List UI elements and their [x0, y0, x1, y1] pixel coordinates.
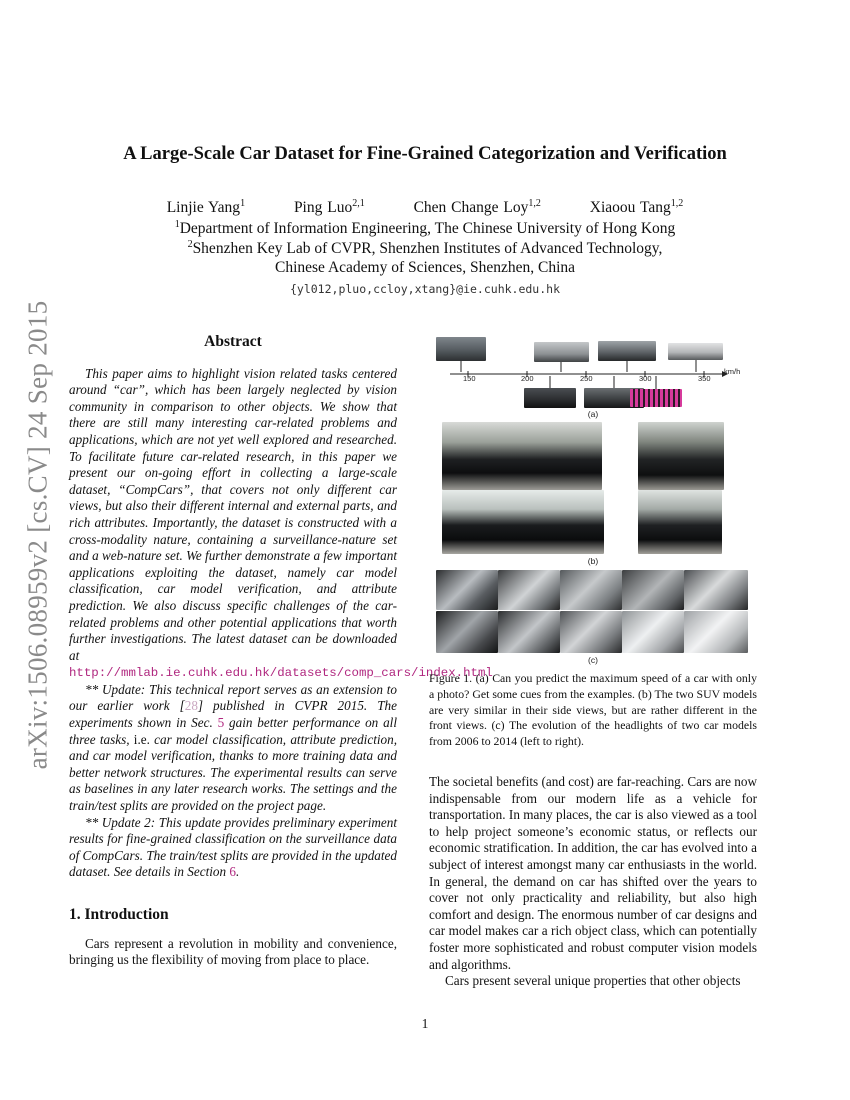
author: Chen Change Loy$^{1,2}$	[413, 198, 541, 217]
introduction-heading: 1. Introduction	[69, 906, 169, 923]
subfigure-label-a: (a)	[587, 409, 599, 419]
axis-tick-label: 200	[521, 374, 534, 383]
subfigure-label-b: (b)	[587, 556, 599, 566]
axis-tick-label: 350	[698, 374, 711, 383]
citation-link[interactable]: 28	[184, 698, 198, 714]
figure-caption: Figure 1. (a) Can you predict the maximum speed of a car with only a photo? Get some cues from the examples. (b) The two SUV models are very similar in their side views, but are rather different in the front views. (c) The evolution of the headlights of two car models from 2006 to 2014 (left to right).	[429, 671, 757, 749]
author-emails: {yl012,pluo,ccloy,xtang}@ie.cuhk.edu.hk	[289, 282, 561, 296]
figure-1	[430, 334, 760, 670]
axis-tick-label: 150	[463, 374, 476, 383]
axis-unit-label: km/h	[724, 367, 741, 376]
headlight-photo	[498, 570, 560, 610]
dataset-link[interactable]: http://mmlab.ie.cuhk.edu.hk/datasets/comp_cars/index.html	[69, 666, 493, 681]
page-number: 1	[421, 1016, 429, 1031]
author: Linjie Yang$^1$	[166, 198, 246, 217]
author: Xiaoou Tang$^{1,2}$	[589, 198, 684, 217]
author-list	[0, 198, 850, 217]
abstract-paragraph-1: This paper aims to highlight vision related tasks centered around “car”, which has been largely neglected by vision community in comparison to other objects. We show that there are still many interesting car-related problems and applications, which are not yet well explored and researched. To facilitate future car-related research, in this paper we present our on-going effort in collecting a large-scale dataset, “CompCars”, that covers not only different car views, but also their different internal and external parts, and rich attributes. Importantly, the dataset is constructed with a cross-modality nature, containing a surveillance-nature set and a web-nature set. We further demonstrate a few important applications exploiting the dataset, namely car model classification, car model verification, and attribute prediction. We also discuss specific challenges of the car-related problems and other potential applications that worth further investigations. The latest dataset can be downloaded at http://mmlab.ie.cuhk.edu.hk/datasets/comp_cars/index.html	[69, 365, 493, 681]
headlight-photo	[498, 611, 560, 653]
headlight-photo	[436, 611, 498, 653]
intro-paragraph: The societal benefits (and cost) are far-reaching. Cars are now indispensable from our modern life as a vehicle for transportation. In many places, the car is also viewed as a tool to help project someone’s economic status, or reflects our economic stratification. In addition, the car has evolved into a subject of interest amongst many car enthusiasts in the world. In general, the demand on car has shifted over the years to cover not only practicality and reliability, but also high comfort and design. The enormous number of car designs and car model makes car a rich object class, which can potentially foster more sophisticated and robust computer vision models and algorithms.	[429, 774, 757, 972]
author: Ping Luo$^{2,1}$	[293, 198, 365, 217]
headlight-photo	[560, 611, 622, 653]
headlight-photo	[622, 570, 684, 610]
headlight-photo	[684, 611, 748, 653]
affiliation-1: $^1$Department of Information Engineering, The Chinese University of Hong Kong	[174, 219, 676, 238]
abstract-paragraph-3: ** Update 2: This update provides preliminary experiment results for fine-grained classification on the surveillance data of CompCars. The train/test splits are provided in the updated dataset. See details in Section 6.	[69, 814, 397, 880]
suv-side-photo	[442, 490, 604, 554]
headlight-photo	[684, 570, 748, 610]
headlight-photo	[436, 570, 498, 610]
intro-continued	[429, 774, 757, 990]
subfigure-label-c: (c)	[588, 655, 598, 665]
affiliation-2-cont: Chinese Academy of Sciences, Shenzhen, China	[274, 259, 576, 276]
axis-tick-label: 300	[639, 374, 652, 383]
section-link[interactable]: 6	[229, 864, 237, 880]
paper-title: A Large-Scale Car Dataset for Fine-Grained Categorization and Verification	[123, 144, 727, 164]
abstract-paragraph-2: ** Update: This technical report serves as an extension to our earlier work [28] published in CVPR 2015. The experiments shown in Sec. 5 gain better performance on all three tasks, i.e. car model classification, attribute prediction, and car model verification, thanks to more training data and better network structures. The experimental results can serve as baselines in any later research works. The settings and the train/test splits are provided on the project page.	[69, 681, 398, 814]
headlight-photo	[622, 611, 684, 653]
axis-tick-label: 250	[580, 374, 593, 383]
affiliation-2: $^2$Shenzhen Key Lab of CVPR, Shenzhen Institutes of Advanced Technology,	[187, 239, 663, 258]
suv-front-photo	[638, 490, 722, 554]
headlight-photo	[560, 570, 622, 610]
intro-paragraph: Cars represent a revolution in mobility and convenience, bringing us the flexibility of moving from place to place.	[69, 935, 397, 968]
section-link[interactable]: 5	[217, 715, 225, 731]
suv-side-photo	[442, 422, 602, 490]
intro-paragraph: Cars present several unique properties that other objects	[445, 973, 741, 989]
suv-front-photo	[638, 422, 724, 490]
arxiv-stamp: arXiv:1506.08959v2 [cs.CV] 24 Sep 2015	[22, 300, 53, 770]
abstract-heading: Abstract	[204, 333, 262, 350]
